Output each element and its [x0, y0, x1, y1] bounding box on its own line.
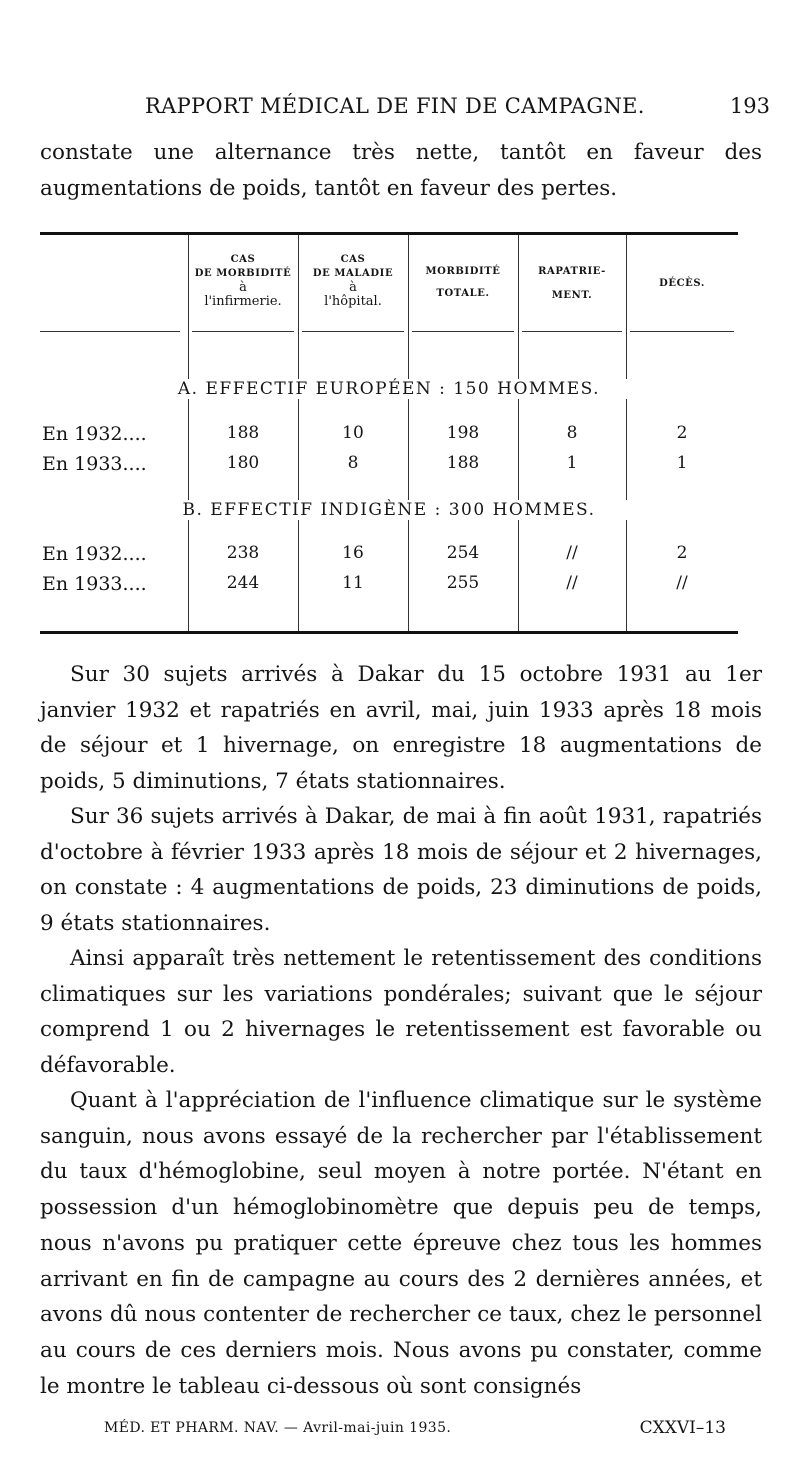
- table-cell: 188: [446, 453, 480, 473]
- header-rule: [412, 331, 514, 332]
- column-header-infirmary: CAS DE MORBIDITÉ à l'infirmerie.: [194, 254, 292, 309]
- running-header: [40, 94, 770, 124]
- table-cell: //: [566, 573, 578, 593]
- paragraph-1: Sur 30 sujets arrivés à Dakar du 15 octobre 1931 au 1er janvier 1932 et rapatriés en avril, mai, juin 1933 après 18 mois de séjour et 1 hivernage, on enregistre 18 augmentations de poids, 5 diminutions, 7 états stationnaires.: [40, 662, 762, 795]
- table-cell: 254: [446, 543, 480, 563]
- paragraph-3: Ainsi apparaît très nettement le retentissement des conditions climatiques sur les variations pondérales; suivant que le séjour comprend 1 ou 2 hivernages le retentissement est favorable ou défavorable.: [40, 946, 762, 1079]
- statistics-table: [40, 232, 738, 634]
- table-cell: 198: [446, 423, 480, 443]
- intro-paragraph: constate une alternance très nette, tantôt en faveur des augmentations de poids, tantôt en faveur des pertes.: [40, 140, 762, 201]
- journal-reference: MÉD. ET PHARM. NAV. — Avril-mai-juin 1935.: [104, 1420, 452, 1436]
- table-cell: 238: [226, 543, 260, 563]
- table-cell: 2: [676, 543, 688, 563]
- column-header-total-morbidity: MORBIDITÉ TOTALE.: [425, 266, 501, 299]
- table-cell: 11: [342, 573, 364, 593]
- column-header-hospital: CAS DE MALADIE à l'hôpital.: [312, 254, 394, 309]
- table-cell: 188: [226, 423, 260, 443]
- table-cell: 255: [446, 573, 480, 593]
- table-cell: 2: [676, 423, 688, 443]
- row-label: En 1933....: [42, 573, 147, 595]
- header-rule: [630, 331, 734, 332]
- column-header-deaths: DÉCÈS.: [659, 278, 705, 289]
- table-cell: //: [676, 573, 688, 593]
- table-cell: 10: [342, 423, 364, 443]
- header-rule: [522, 331, 622, 332]
- row-label: En 1932....: [42, 543, 147, 565]
- table-cell: 16: [342, 543, 364, 563]
- column-header-repatriation: RAPATRIE- MENT.: [538, 266, 606, 301]
- header-rule: [192, 331, 294, 332]
- header-rule: [40, 331, 180, 332]
- table-cell: 1: [676, 453, 688, 473]
- header-rule: [302, 331, 404, 332]
- section-b-title: B. EFFECTIF INDIGÈNE : 300 HOMMES.: [40, 500, 738, 520]
- page-footer: [40, 1420, 762, 1450]
- paragraph-2: Sur 36 sujets arrivés à Dakar, de mai à fin août 1931, rapatriés d'octobre à février 1933 après 18 mois de séjour et 2 hivernages, on constate : 4 augmentations de poids, 23 diminutions de poids, 9 états stationnaires.: [40, 804, 762, 937]
- running-title: RAPPORT MÉDICAL DE FIN DE CAMPAGNE.: [145, 94, 645, 118]
- row-label: En 1932....: [42, 423, 147, 445]
- table-cell: 180: [226, 453, 260, 473]
- page-number: 193: [729, 94, 770, 118]
- table-cell: 1: [566, 453, 578, 473]
- table-cell: 244: [226, 573, 260, 593]
- paragraph-4: Quant à l'appréciation de l'influence climatique sur le système sanguin, nous avons essayé de la rechercher par l'établissement du taux d'hémoglobine, seul moyen à notre portée. N'étant en possession d'un hémoglobinomètre que depuis peu de temps, nous n'avons pu pratiquer cette épreuve chez tous les hommes arrivant en fin de campagne au cours des 2 dernières années, et avons dû nous contenter de rechercher ce taux, chez le personnel au cours de ces derniers mois. Nous avons pu constater, comme le montre le tableau ci-dessous où sont consignés: [40, 1088, 762, 1399]
- table-cell: //: [566, 543, 578, 563]
- table-cell: 8: [347, 453, 359, 473]
- table-cell: 8: [566, 423, 578, 443]
- section-a-title: A. EFFECTIF EUROPÉEN : 150 HOMMES.: [40, 379, 738, 399]
- signature-mark: CXXVI–13: [639, 1418, 726, 1438]
- row-label: En 1933....: [42, 453, 147, 475]
